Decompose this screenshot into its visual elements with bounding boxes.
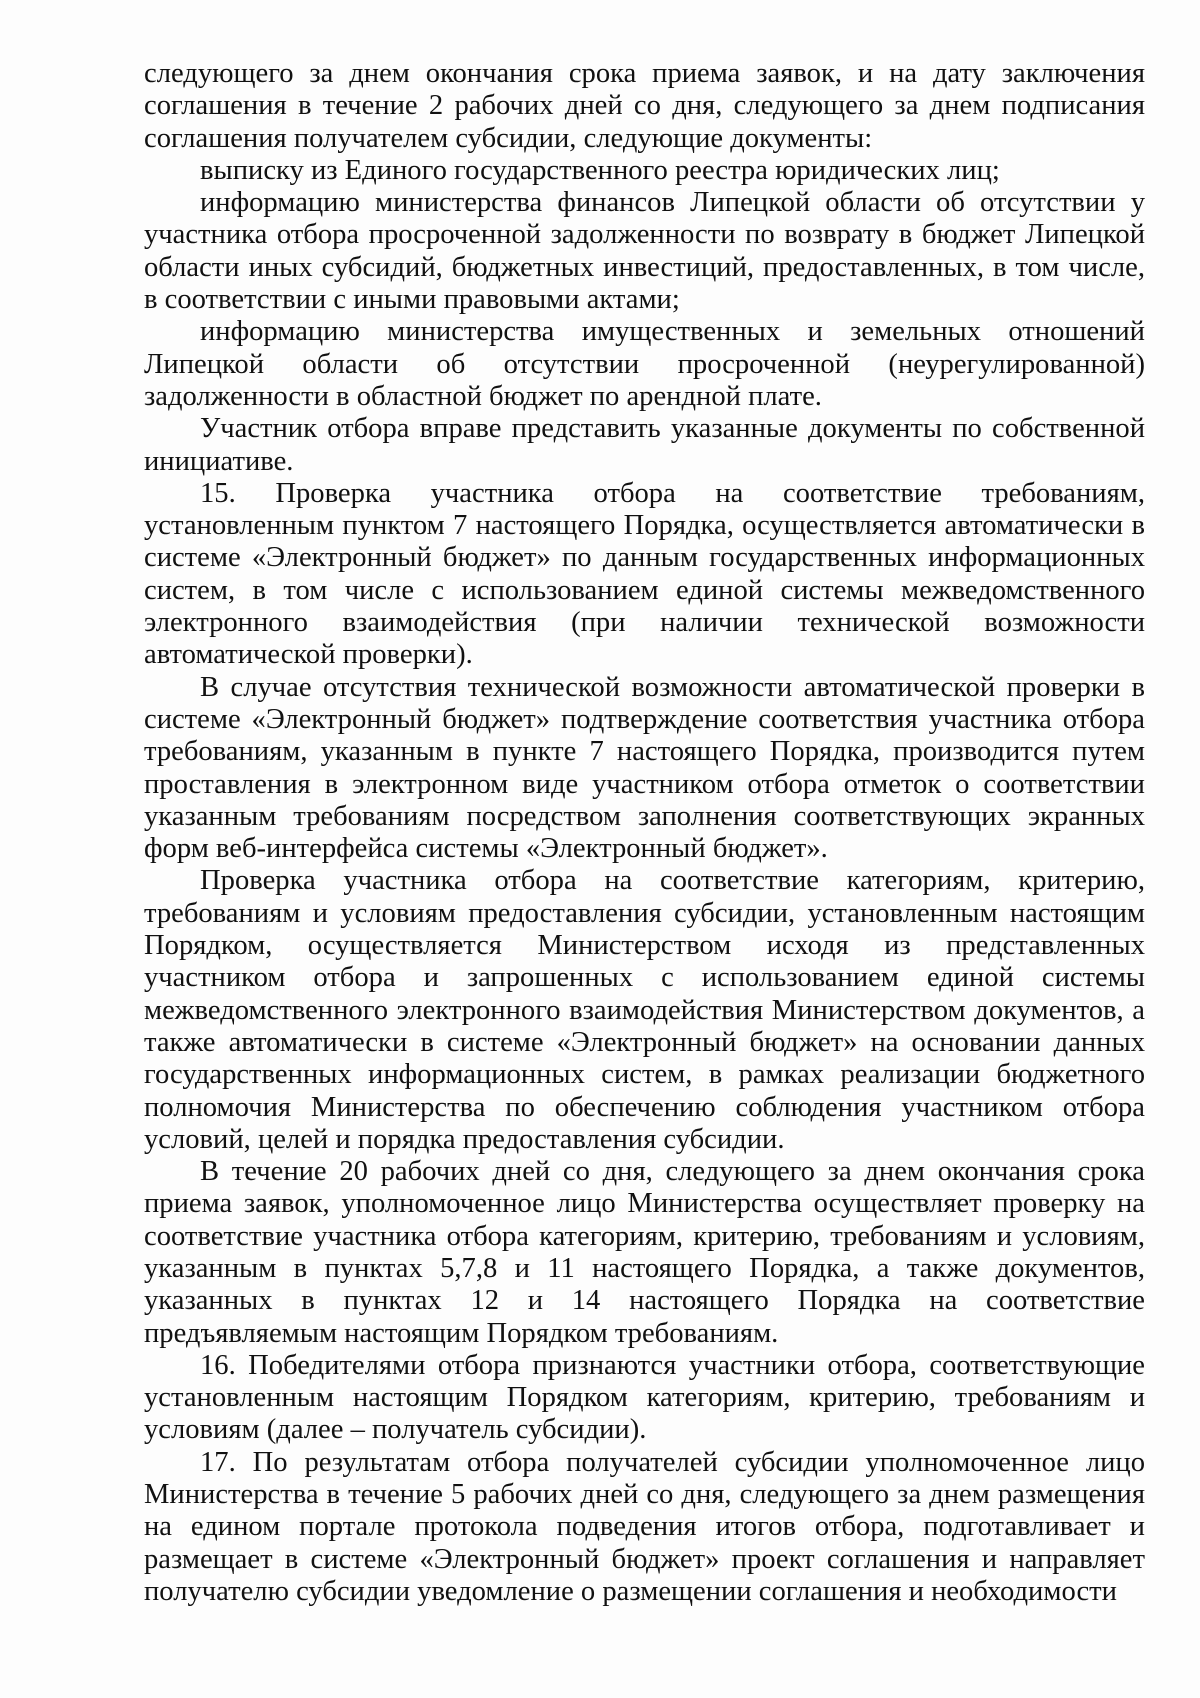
paragraph-item-17: 17. По результатам отбора получателей субсидии уполномоченное лицо Министерства в течение 5 рабочих дней со дня, следующего за днем размещения на едином портале протокола подведения итогов отбора, подготавливает и размещает в системе «Электронный бюджет» проект соглашения и направляет получателю субсидии уведомление о размещении соглашения и необходимости — [144, 1446, 1145, 1607]
paragraph-egrul-extract: выписку из Единого государственного реестра юридических лиц; — [200, 154, 1000, 186]
paragraph-item-16: 16. Победителями отбора признаются участники отбора, соответствующие установленным настоящим Порядком категориям, критерию, требованиям и условиям (далее – получатель субсидии). — [144, 1349, 1145, 1446]
paragraph-no-technical-possibility: В случае отсутствия технической возможности автоматической проверки в системе «Электронный бюджет» подтверждение соответствия участника отбора требованиям, указанным в пункте 7 настоящего Порядка, производится путем проставления в электронном виде участником отбора отметок о соответствии указанным требованиям посредством заполнения соответствующих экранных форм веб-интерфейса системы «Электронный бюджет». — [144, 671, 1145, 865]
document-body — [144, 58, 1145, 1608]
paragraph-ministry-check: Проверка участника отбора на соответствие категориям, критерию, требованиям и условиям предоставления субсидии, установленным настоящим Порядком, осуществляется Министерством исходя из представленных участником отбора и запрошенных с использованием единой системы межведомственного электронного взаимодействия Министерством документов, а также автоматически в системе «Электронный бюджет» на основании данных государственных информационных систем, в рамках реализации бюджетного полномочия Министерства по обеспечению соблюдения участником отбора условий, целей и порядка предоставления субсидии. — [144, 865, 1145, 1155]
paragraph-finance-ministry-info: информацию министерства финансов Липецкой области об отсутствии у участника отбора просроченной задолженности по возврату в бюджет Липецкой области иных субсидий, бюджетных инвестиций, предоставленных, в том числе, в соответствии с иными правовыми актами; — [144, 187, 1145, 316]
paragraph-20-days-check: В течение 20 рабочих дней со дня, следующего за днем окончания срока приема заявок, уполномоченное лицо Министерства осуществляет проверку на соответствие участника отбора категориям, критерию, требованиям и условиям, указанным в пунктах 5,7,8 и 11 настоящего Порядка, а также документов, указанных в пунктах 12 и 14 настоящего Порядка на соответствие предъявляемым настоящим Порядком требованиям. — [144, 1156, 1145, 1349]
paragraph-item-15: 15. Проверка участника отбора на соответствие требованиям, установленным пунктом 7 настоящего Порядка, осуществляется автоматически в системе «Электронный бюджет» по данным государственных информационных систем, в том числе с использованием единой системы межведомственного электронного взаимодействия (при наличии технической возможности автоматической проверки). — [144, 477, 1145, 671]
paragraph-property-ministry-info: информацию министерства имущественных и земельных отношений Липецкой области об отсутствии просроченной (неурегулированной) задолженности в областной бюджет по арендной плате. — [144, 316, 1145, 412]
paragraph-own-initiative: Участник отбора вправе представить указанные документы по собственной инициативе. — [144, 413, 1145, 477]
paragraph-continuation: следующего за днем окончания срока приема заявок, и на дату заключения соглашения в течение 2 рабочих дней со дня, следующего за днем подписания соглашения получателем субсидии, следующие документы: — [144, 58, 1145, 154]
